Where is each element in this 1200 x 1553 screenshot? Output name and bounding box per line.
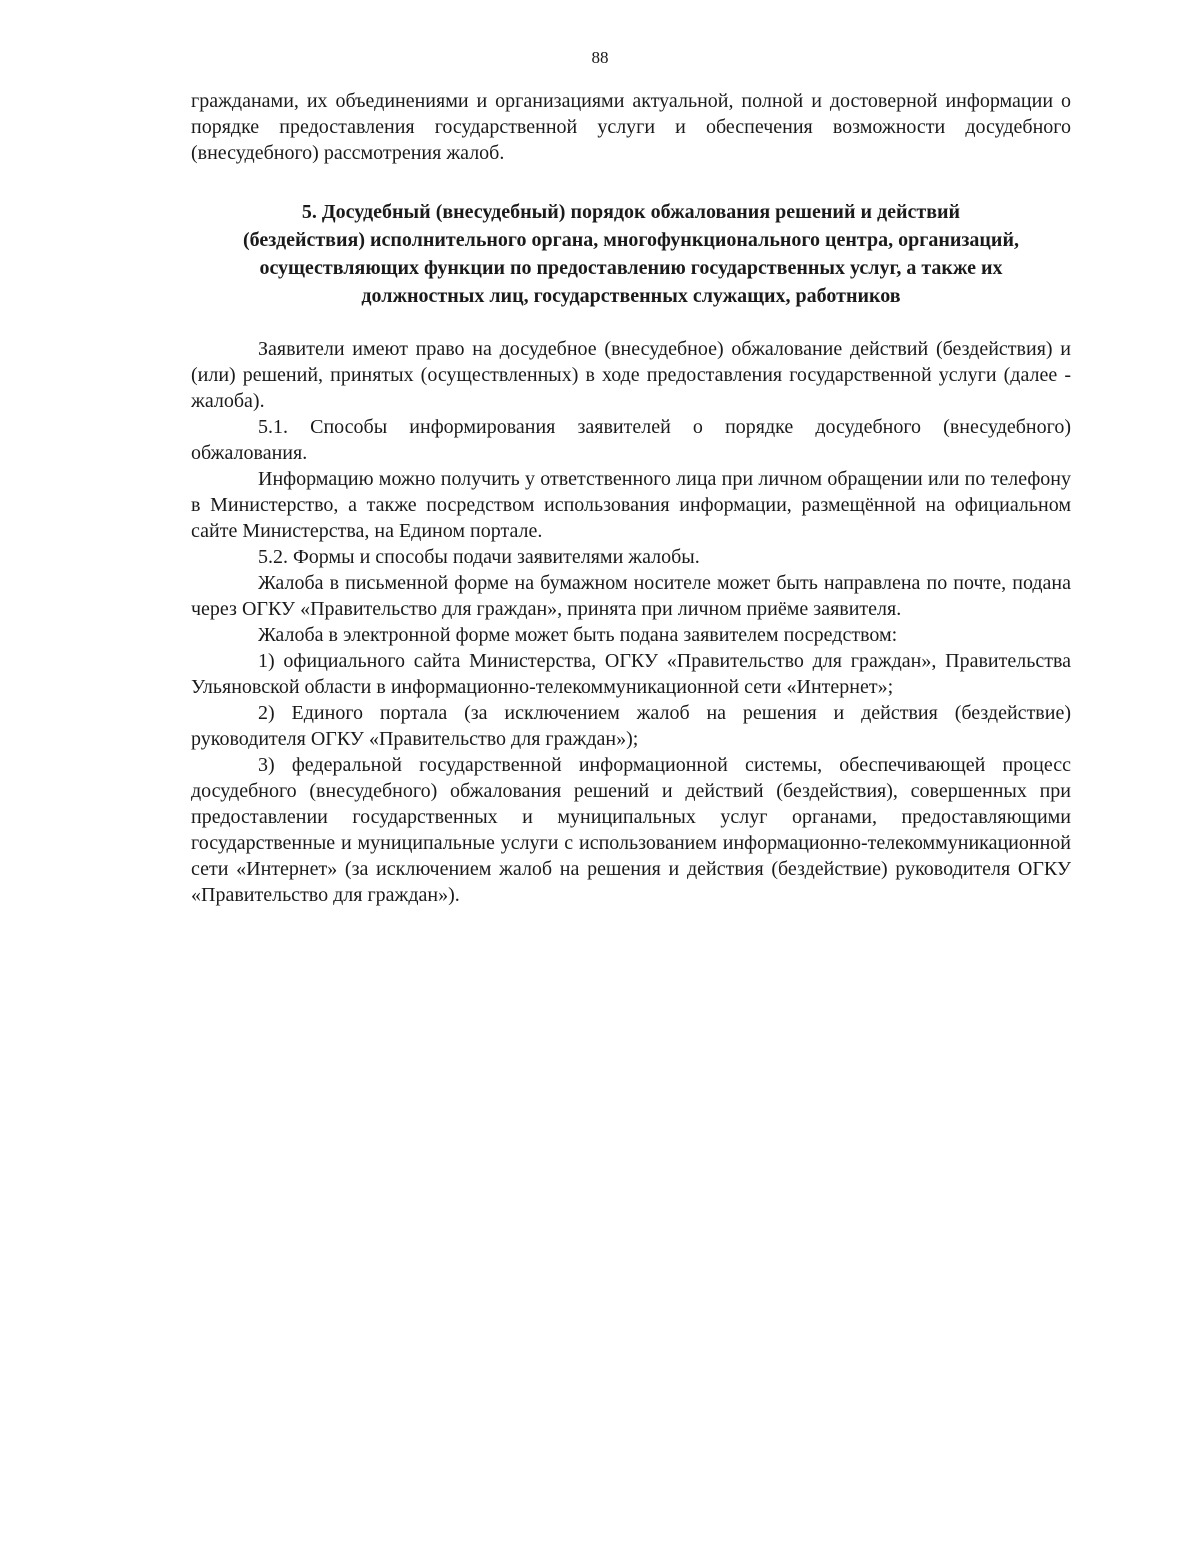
paragraph-information-sources: Информацию можно получить у ответственного лица при личном обращении или по телефону в Министерство, а также посредством использования информации, размещённой на официальном сайте Министерства, на Едином портале. bbox=[191, 468, 1071, 542]
list-item-2: 2) Единого портала (за исключением жалоб на решения и действия (бездействие) руководителя ОГКУ «Правительство для граждан»); bbox=[191, 702, 1071, 750]
list-item-3: 3) федеральной государственной информационной системы, обеспечивающей процесс досудебного (внесудебного) обжалования решений и действий (бездействия), совершенных при предоставлении государственных и муниципальных услуг органами, предоставляющими государственные и муниципальные услуги с использованием информационно-телекоммуникационной сети «Интернет» (за исключением жалоб на решения и действия (бездействие) руководителя ОГКУ «Правительство для граждан»). bbox=[191, 754, 1071, 906]
intro-paragraph: гражданами, их объединениями и организациями актуальной, полной и достоверной информации о порядке предоставления государственной услуги и обеспечения возможности досудебного (внесудебного) рассмотрения жалоб. bbox=[191, 90, 1071, 164]
paragraph-5-2-heading: 5.2. Формы и способы подачи заявителями жалобы. bbox=[258, 546, 700, 568]
section-title-line: осуществляющих функции по предоставлению государственных услуг, а также их bbox=[259, 257, 1003, 279]
paragraph-written-complaint: Жалоба в письменной форме на бумажном носителе может быть направлена по почте, подана через ОГКУ «Правительство для граждан», принята при личном приёме заявителя. bbox=[191, 572, 1071, 620]
section-title bbox=[191, 198, 1071, 310]
list-item-1: 1) официального сайта Министерства, ОГКУ «Правительство для граждан», Правительства Ульяновской области в информационно-телекоммуникационной сети «Интернет»; bbox=[191, 650, 1071, 698]
section-title-line: 5. Досудебный (внесудебный) порядок обжалования решений и действий bbox=[301, 201, 961, 223]
page-number: 88 bbox=[591, 48, 609, 67]
paragraph-5-1-heading: 5.1. Способы информирования заявителей о порядке досудебного (внесудебного) обжалования. bbox=[191, 416, 1071, 464]
section-title-line: (бездействия) исполнительного органа, многофункционального центра, организаций, bbox=[243, 229, 1019, 251]
section-title-line: должностных лиц, государственных служащих, работников bbox=[361, 285, 901, 307]
paragraph-electronic-complaint: Жалоба в электронной форме может быть подана заявителем посредством: bbox=[258, 624, 898, 646]
paragraph-complaint-right: Заявители имеют право на досудебное (внесудебное) обжалование действий (бездействия) и (или) решений, принятых (осуществленных) в ходе предоставления государственной услуги (далее - жалоба). bbox=[191, 338, 1071, 412]
document-body bbox=[191, 88, 1071, 908]
